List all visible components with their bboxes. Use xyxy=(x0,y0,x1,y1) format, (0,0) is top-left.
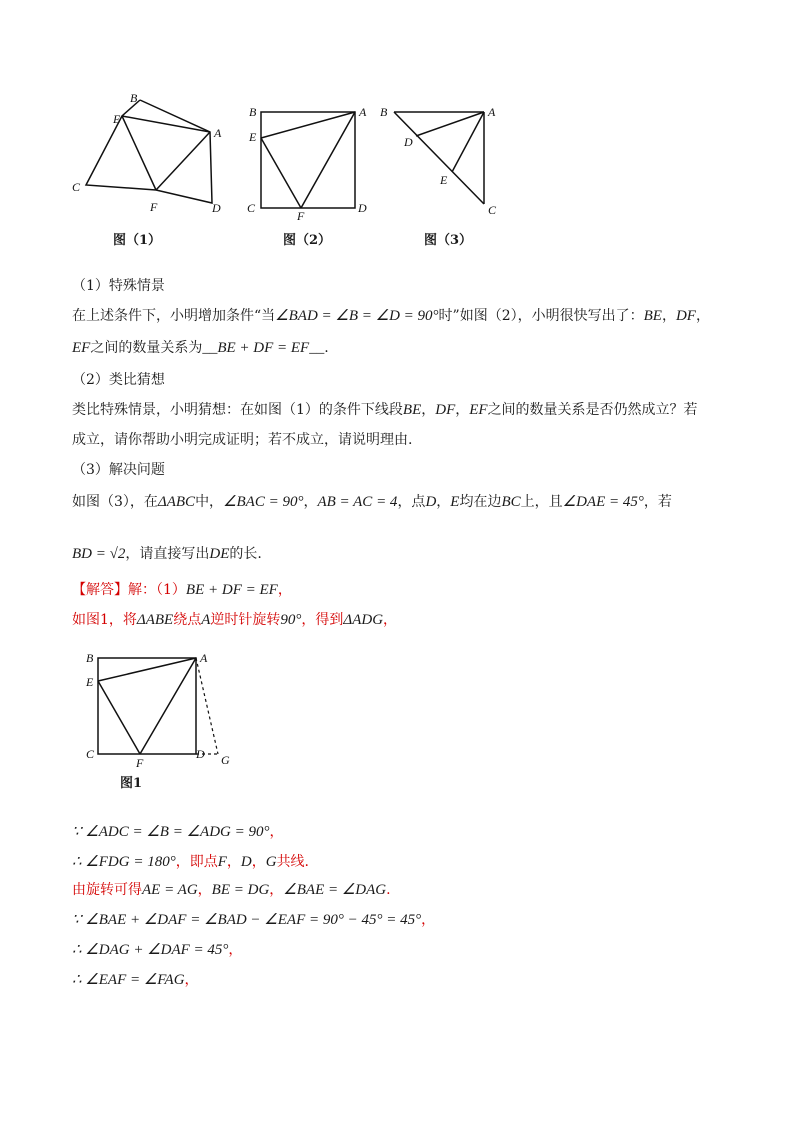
proof-2-text-a: ，即点 xyxy=(175,854,218,870)
figure-4 xyxy=(84,646,244,771)
fig2-label-F: F xyxy=(297,209,305,223)
answer-math-1: BE + DF = EF xyxy=(185,582,278,598)
s3-math-AB-AC: AB = AC = 4 xyxy=(317,494,398,510)
figure-2-diagram xyxy=(245,100,375,225)
fig2-label-B: B xyxy=(249,105,257,119)
section-3-title xyxy=(72,460,165,480)
fig3-label-C: C xyxy=(488,203,497,217)
fig1-label-E: E xyxy=(113,112,121,126)
proof-3-text-a: 由旋转可得 xyxy=(72,882,142,898)
s3-text-d: ，点 xyxy=(397,494,426,510)
s3-text-h: ，若 xyxy=(643,494,672,510)
proof-line-3 xyxy=(72,880,391,900)
fig1-label-D: D xyxy=(212,201,221,215)
fig1-label-B: B xyxy=(130,91,138,105)
answer-line-1 xyxy=(72,580,292,600)
fig4-label-A: A xyxy=(200,651,208,665)
s2-math-DF: DF xyxy=(435,402,456,418)
fig3-label-E: E xyxy=(440,173,448,187)
s1-text-d: ， xyxy=(695,308,710,324)
figure-1 xyxy=(70,88,230,228)
s2-text-d: 之间的数量关系是否仍然成立？若 xyxy=(487,402,698,418)
section-3-line-1 xyxy=(72,492,672,512)
s3-math-D: D xyxy=(425,494,437,510)
figure-1-diagram xyxy=(70,88,230,228)
proof-5-math: ∴ ∠DAG + ∠DAF = 45° xyxy=(72,942,229,958)
s1-text-period: . xyxy=(324,340,329,356)
fig1-label-A: A xyxy=(214,126,222,140)
s2-math-BE: BE xyxy=(402,402,422,418)
s1-math-angles: ∠BAD = ∠B = ∠D = 90° xyxy=(275,308,439,324)
ans2-math-ABE: ΔABE xyxy=(136,612,174,628)
s1-math-BE: BE xyxy=(643,308,662,324)
section-2-line-1 xyxy=(72,400,698,420)
s3-text-i: ，请直接写出 xyxy=(125,546,210,562)
fig2-label-D: D xyxy=(358,201,367,215)
ans2-text-e: ， xyxy=(383,612,398,628)
s3-math-angle-BAC: ∠BAC = 90° xyxy=(223,494,304,510)
proof-2-math-G: G xyxy=(265,854,277,870)
fig4-label-C: C xyxy=(86,747,95,761)
proof-3-math-3: ∠BAE = ∠DAG xyxy=(283,882,387,898)
proof-2-text-b: ， xyxy=(226,854,241,870)
s3-math-triangle: ΔABC xyxy=(157,494,196,510)
proof-3-text-d: . xyxy=(386,882,391,898)
proof-2-math: ∴ ∠FDG = 180° xyxy=(72,854,176,870)
proof-line-5 xyxy=(72,940,242,960)
section-1-title-text: （1）特殊情景 xyxy=(72,278,165,294)
section-1-line-2 xyxy=(72,338,329,358)
figure-3-caption: 图（3） xyxy=(424,233,473,248)
fig2-label-E: E xyxy=(249,130,257,144)
fig3-label-A: A xyxy=(488,105,496,119)
fig2-label-C: C xyxy=(247,201,256,215)
ans2-text-b: 绕点 xyxy=(173,612,202,628)
section-3-line-2 xyxy=(72,544,262,564)
s1-text-relation: 之间的数量关系为 xyxy=(90,340,203,356)
s3-text-e: ， xyxy=(436,494,451,510)
s2-text-c: ， xyxy=(455,402,470,418)
proof-5-comma: ， xyxy=(228,942,243,958)
s1-text-c: ， xyxy=(661,308,676,324)
s2-text-a: 类比特殊情景，小明猜想：在如图（1）的条件下线段 xyxy=(72,402,403,418)
proof-line-1 xyxy=(72,822,284,842)
s2-text-e: 成立，请你帮助小明完成证明；若不成立，请说明理由. xyxy=(72,432,413,448)
proof-4-math: ∵ ∠BAE + ∠DAF = ∠BAD − ∠EAF = 90° − 45° = 45° xyxy=(72,912,422,928)
s2-text-b: ， xyxy=(421,402,436,418)
fig1-label-F: F xyxy=(150,200,158,214)
s3-text-c: ， xyxy=(303,494,318,510)
ans2-math-90: 90° xyxy=(280,612,302,628)
fig2-label-A: A xyxy=(359,105,367,119)
proof-2-text-c: ， xyxy=(251,854,266,870)
proof-3-text-b: ， xyxy=(197,882,212,898)
proof-line-6 xyxy=(72,970,199,990)
s3-text-g: 上，且 xyxy=(520,494,563,510)
s3-math-DE: DE xyxy=(209,546,230,562)
s3-text-b: 中， xyxy=(195,494,224,510)
fig4-label-G: G xyxy=(221,753,230,767)
figure-2-caption: 图（2） xyxy=(283,233,332,248)
s1-math-DF: DF xyxy=(675,308,696,324)
ans2-text-a: 如图1，将 xyxy=(72,612,137,628)
section-2-title-text: （2）类比猜想 xyxy=(72,372,165,388)
proof-2-math-F: F xyxy=(217,854,227,870)
proof-4-comma: ， xyxy=(421,912,436,928)
proof-2-math-D: D xyxy=(240,854,252,870)
s2-math-EF: EF xyxy=(469,402,488,418)
section-3-title-text: （3）解决问题 xyxy=(72,462,165,478)
section-1-line-1 xyxy=(72,306,710,326)
fig4-label-E: E xyxy=(86,675,94,689)
s3-math-BD: BD = √2 xyxy=(72,546,126,562)
section-1-title xyxy=(72,276,165,296)
section-2-line-2 xyxy=(72,430,412,450)
figure-3-diagram xyxy=(378,100,508,225)
figure-2 xyxy=(245,100,375,225)
s1-text-a: 在上述条件下，小明增加条件“当 xyxy=(72,308,276,324)
answer-heading: 【解答】解：（1） xyxy=(72,582,186,598)
proof-1-math: ∵ ∠ADC = ∠B = ∠ADG = 90° xyxy=(72,824,270,840)
figure-4-caption: 图1 xyxy=(120,776,143,791)
fig4-label-D: D xyxy=(196,747,205,761)
ans2-text-c: 逆时针旋转 xyxy=(210,612,281,628)
fig3-label-D: D xyxy=(404,135,413,149)
fig3-label-B: B xyxy=(380,105,388,119)
s3-text-j: 的长. xyxy=(229,546,262,562)
s1-math-EF: EF xyxy=(72,340,91,356)
answer-comma: ， xyxy=(277,582,292,598)
proof-3-text-c: ， xyxy=(269,882,284,898)
fig1-label-C: C xyxy=(72,180,81,194)
s3-text-a: 如图（3），在 xyxy=(72,494,158,510)
s1-text-b: 时”如图（2），小明很快写出了： xyxy=(438,308,644,324)
ans2-text-d: ，得到 xyxy=(301,612,344,628)
proof-6-math: ∴ ∠EAF = ∠FAG xyxy=(72,972,185,988)
answer-line-2 xyxy=(72,610,397,630)
s3-text-f: 均在边 xyxy=(459,494,502,510)
proof-3-math-2: BE = DG xyxy=(211,882,270,898)
s3-math-E: E xyxy=(450,494,460,510)
ans2-math-ADG: ΔADG xyxy=(343,612,384,628)
figure-4-diagram xyxy=(84,646,244,771)
proof-1-comma: ， xyxy=(269,824,284,840)
proof-line-2 xyxy=(72,852,309,872)
section-2-title xyxy=(72,370,165,390)
proof-3-math-1: AE = AG xyxy=(142,882,198,898)
s1-answer: __BE + DF = EF__ xyxy=(202,340,325,356)
figure-3 xyxy=(378,100,508,225)
fig4-label-F: F xyxy=(136,756,144,770)
proof-6-comma: ， xyxy=(184,972,199,988)
ans2-math-A: A xyxy=(201,612,211,628)
s3-math-angle-DAE: ∠DAE = 45° xyxy=(562,494,644,510)
proof-line-4 xyxy=(72,910,435,930)
fig4-label-B: B xyxy=(86,651,94,665)
figure-1-caption: 图（1） xyxy=(113,233,162,248)
s3-math-BC: BC xyxy=(501,494,521,510)
proof-2-text-d: 共线. xyxy=(276,854,310,870)
